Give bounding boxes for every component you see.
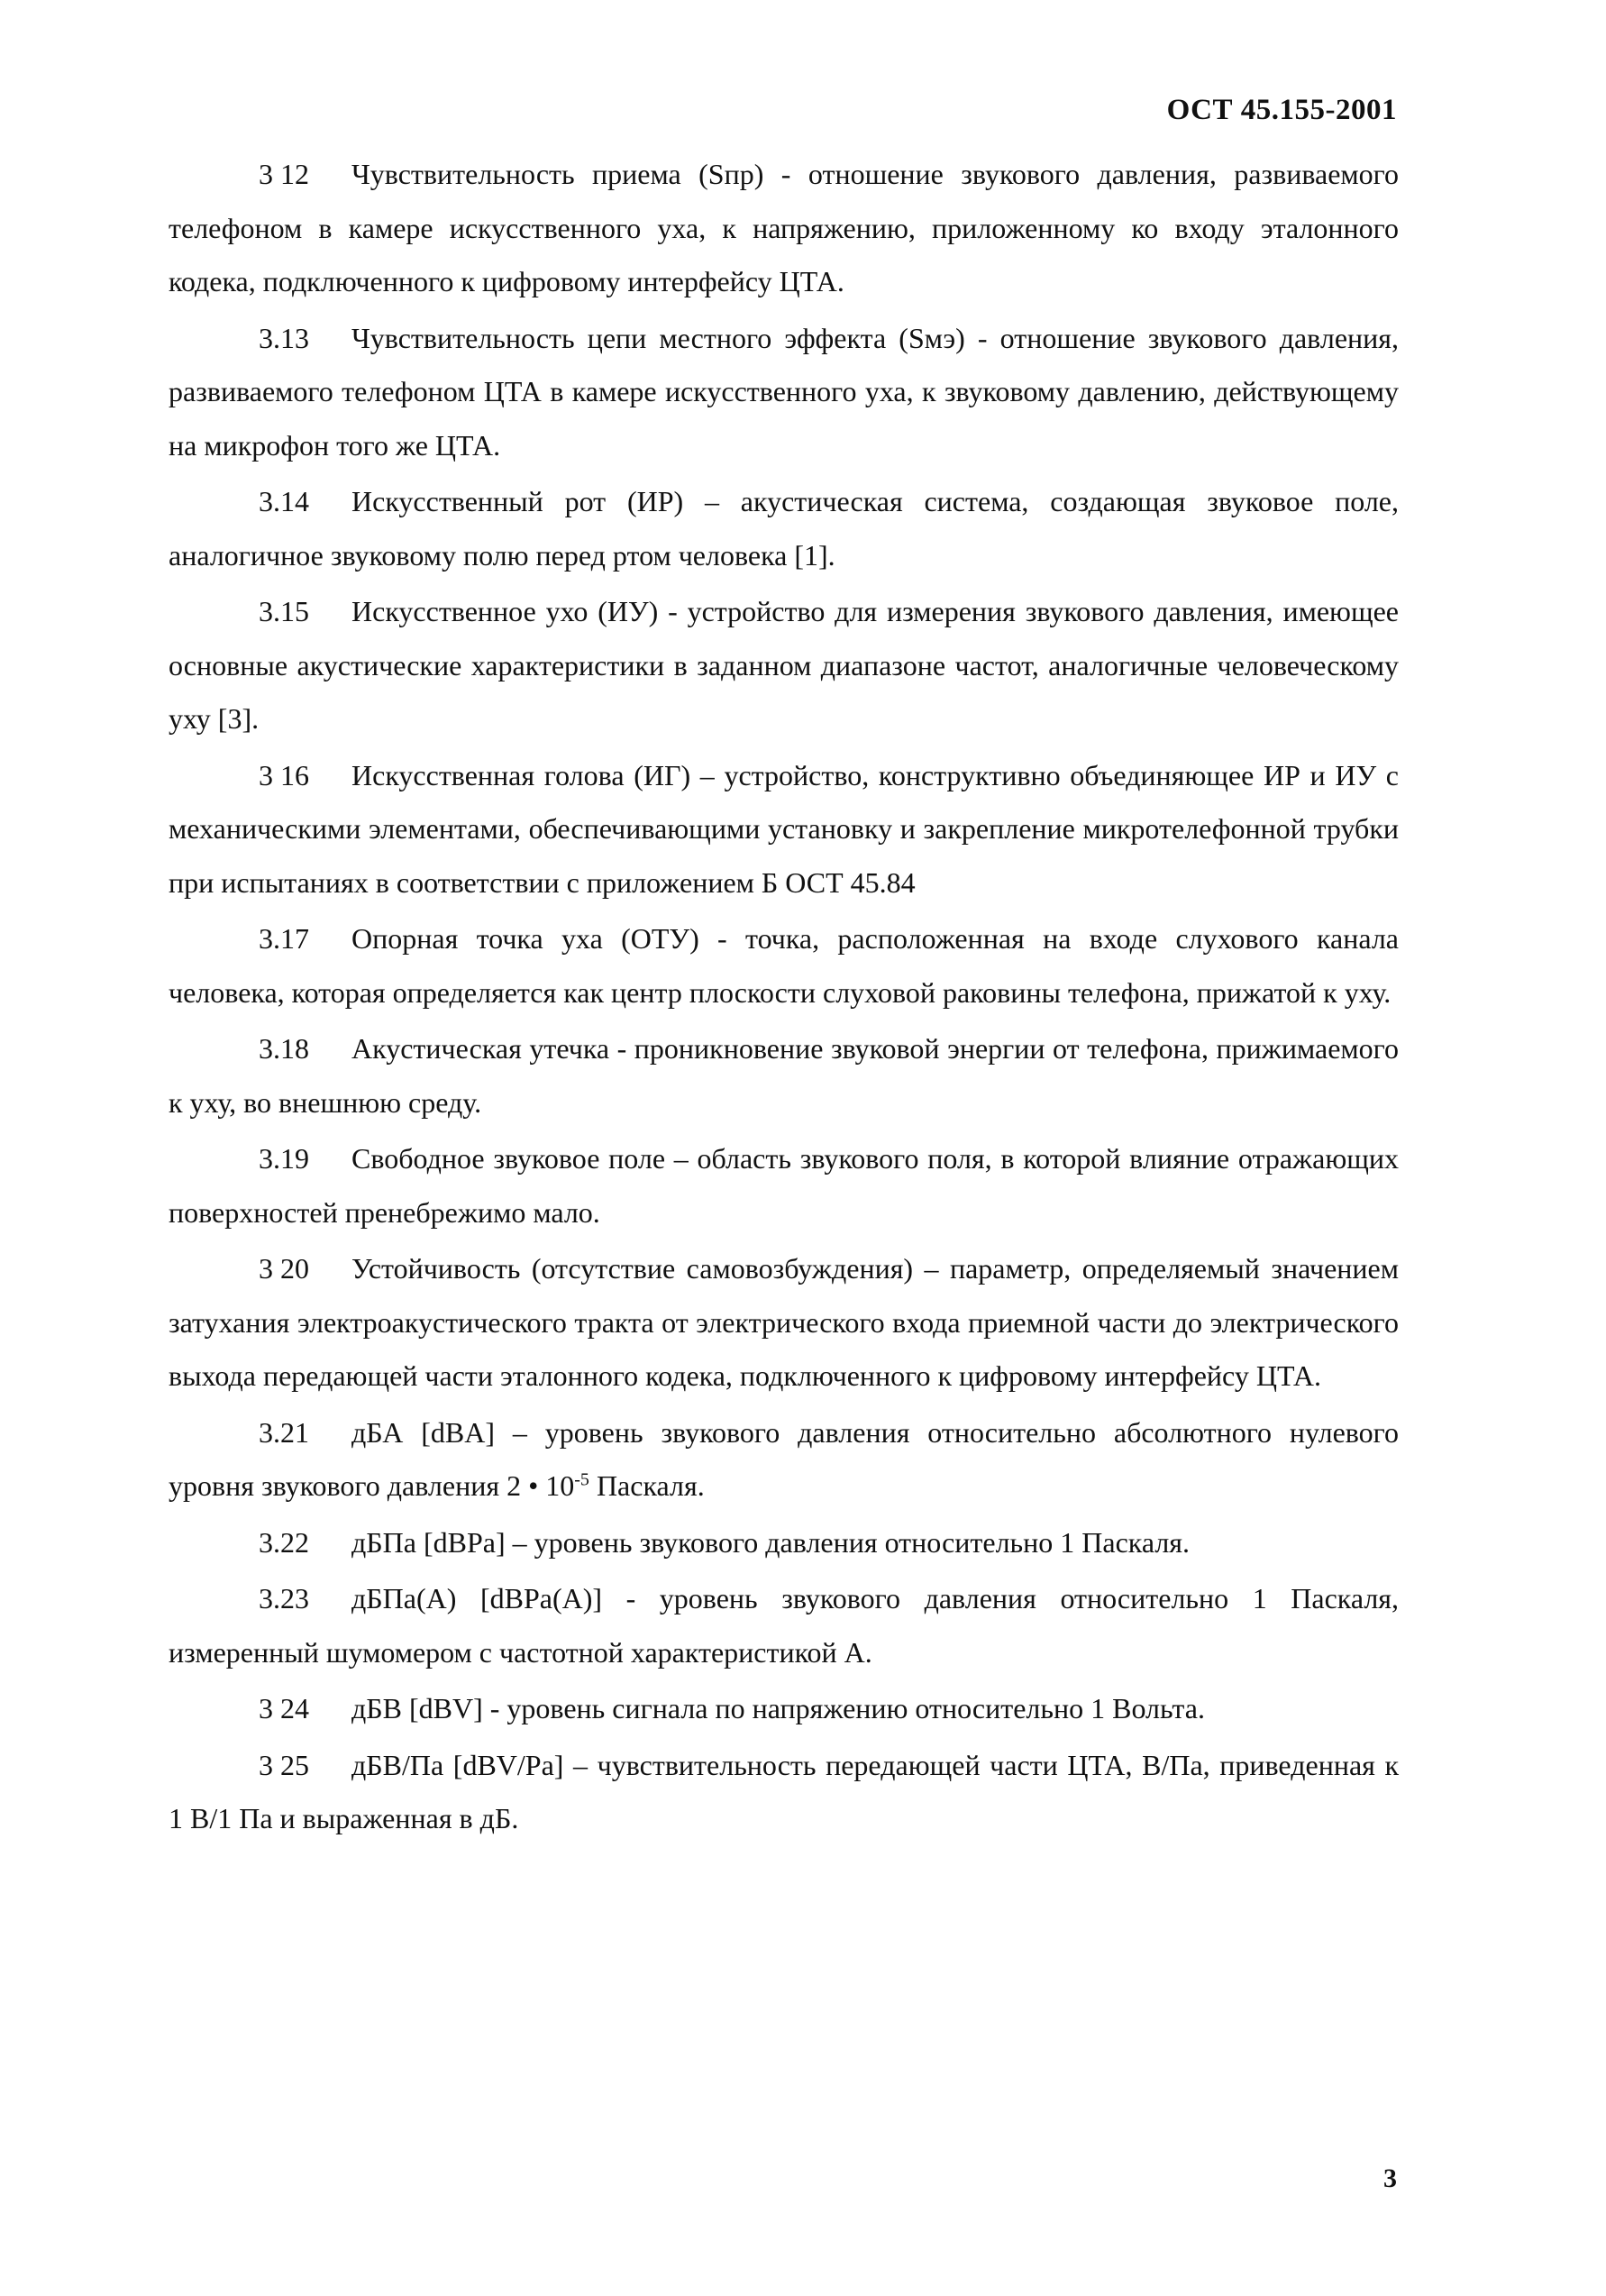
paragraph-number: 3.19 xyxy=(259,1142,309,1175)
paragraph-number: 3.17 xyxy=(259,922,309,955)
paragraph-number: 3.22 xyxy=(259,1525,309,1559)
page-number: 3 xyxy=(1383,2163,1397,2193)
paragraph-text: Искусственный рот (ИР) – акустическая система, создающая звуковое поле, аналогичное звуковому полю перед ртом человека [1]. xyxy=(169,485,1399,572)
paragraph-number: 3 16 xyxy=(259,758,309,791)
paragraph-3-16 xyxy=(169,749,1399,910)
paragraph-text: Свободное звуковое поле – область звукового поля, в которой влияние отражающих поверхностей пренебрежимо мало. xyxy=(169,1142,1399,1229)
paragraph-number: 3.18 xyxy=(259,1032,309,1065)
paragraph-3-23 xyxy=(169,1572,1399,1679)
paragraph-3-15 xyxy=(169,585,1399,746)
paragraph-number: 3.15 xyxy=(259,595,309,627)
paragraph-number: 3 12 xyxy=(259,158,309,190)
exponent-superscript: -5 xyxy=(574,1469,589,1490)
paragraph-number: 3 24 xyxy=(259,1692,309,1724)
paragraph-text: Акустическая утечка - проникновение звуковой энергии от телефона, прижимаемого к уху, во внешнюю среду. xyxy=(169,1032,1399,1119)
paragraph-3-12 xyxy=(169,148,1399,309)
paragraph-text: Искусственное ухо (ИУ) - устройство для измерения звукового давления, имеющее основные акустические характеристики в заданном диапазоне частот, аналогичные человеческому уху [3]. xyxy=(169,595,1399,735)
paragraph-text: Устойчивость (отсутствие самовозбуждения) – параметр, определяемый значением затухания электроакустического тракта от электрического входа приемной части до электрического выхода передающей части эталонного кодека, подключенного к цифровому интерфейсу ЦТА. xyxy=(169,1252,1399,1392)
paragraph-number: 3.13 xyxy=(259,321,309,354)
paragraph-text: дБА [dBA] – уровень звукового давления относительно абсолютного нулевого уровня звукового давления 2 • 10 xyxy=(169,1415,1399,1502)
paragraph-number: 3 25 xyxy=(259,1748,309,1781)
paragraph-text: дБПа(А) [dBPa(A)] - уровень звукового давления относительно 1 Паскаля, измеренный шумомером с частотной характеристикой А. xyxy=(169,1582,1399,1669)
paragraph-text: Чувствительность цепи местного эффекта (Sмэ) - отношение звукового давления, развиваемого телефоном ЦТА в камере искусственного уха, к звуковому давлению, действующему на микрофон того же ЦТА. xyxy=(169,321,1399,462)
paragraph-text: дБВ [dBV] - уровень сигнала по напряжению относительно 1 Вольта. xyxy=(351,1692,1205,1724)
paragraph-text: Опорная точка уха (ОТУ) - точка, расположенная на входе слухового канала человека, которая определяется как центр плоскости слуховой раковины телефона, прижатой к уху. xyxy=(169,922,1399,1009)
paragraph-3-20 xyxy=(169,1242,1399,1404)
paragraph-3-21 xyxy=(169,1406,1399,1514)
paragraph-text: Искусственная голова (ИГ) – устройство, конструктивно объединяющее ИР и ИУ с механическими элементами, обеспечивающими установку и закрепление микротелефонной трубки при испытаниях в соответствии с приложением Б ОСТ 45.84 xyxy=(169,758,1399,899)
paragraph-3-25 xyxy=(169,1739,1399,1846)
paragraph-text: дБВ/Па [dBV/Pa] – чувствительность передающей части ЦТА, В/Па, приведенная к 1 В/1 Па и выраженная в дБ. xyxy=(169,1748,1399,1834)
paragraph-3-13 xyxy=(169,312,1399,473)
paragraph-3-14 xyxy=(169,475,1399,582)
paragraph-text: дБПа [dBPa] – уровень звукового давления относительно 1 Паскаля. xyxy=(351,1525,1191,1559)
paragraph-3-18 xyxy=(169,1022,1399,1130)
paragraph-3-19 xyxy=(169,1132,1399,1239)
document-body xyxy=(169,148,1399,1849)
document-code: ОСТ 45.155-2001 xyxy=(1166,94,1397,126)
paragraph-3-24 xyxy=(169,1682,1399,1736)
paragraph-number: 3.14 xyxy=(259,485,309,517)
paragraph-number: 3.23 xyxy=(259,1582,309,1615)
paragraph-text-end: Паскаля. xyxy=(589,1469,705,1502)
paragraph-3-22 xyxy=(169,1516,1399,1570)
paragraph-3-17 xyxy=(169,912,1399,1020)
paragraph-number: 3.21 xyxy=(259,1415,309,1449)
paragraph-number: 3 20 xyxy=(259,1252,309,1285)
paragraph-text: Чувствительность приема (Sпр) - отношение звукового давления, развиваемого телефоном в камере искусственного уха, к напряжению, приложенному ко входу эталонного кодека, подключенного к цифровому интерфейсу ЦТА. xyxy=(169,158,1399,297)
